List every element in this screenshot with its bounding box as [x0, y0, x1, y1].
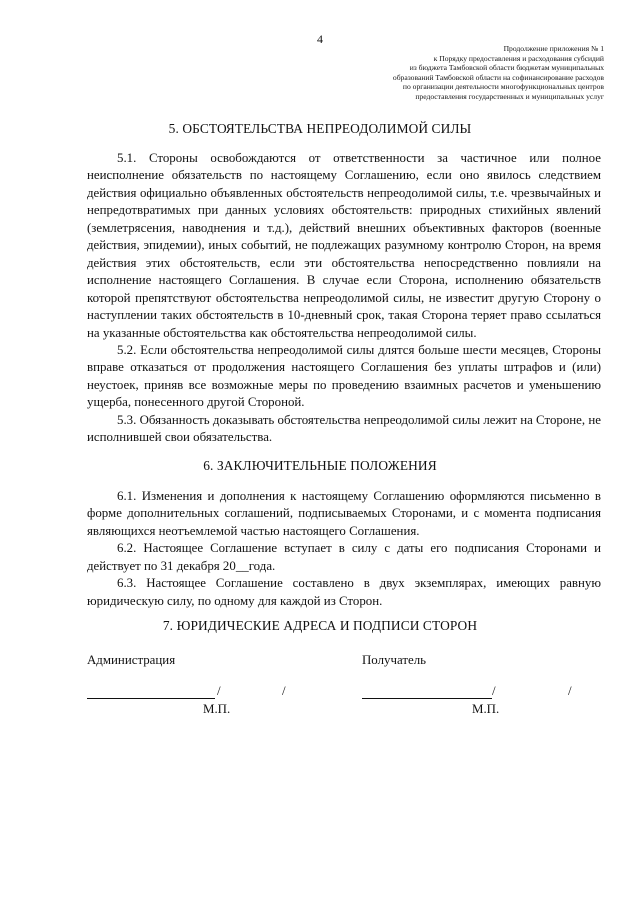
paragraph-6-2: 6.2. Настоящее Соглашение вступает в силу с даты его подписания Сторонами и действует по 31 декабря 20__года.	[87, 541, 601, 573]
section-5-title: 5. ОБСТОЯТЕЛЬСТВА НЕПРЕОДОЛИМОЙ СИЛЫ	[168, 121, 472, 136]
appendix-note-line: Продолжение приложения № 1	[503, 44, 604, 53]
section-6-body	[87, 488, 601, 610]
appendix-note-line: из бюджета Тамбовской области бюджетам муниципальных	[409, 63, 604, 73]
paragraph-5-2: 5.2. Если обстоятельства непреодолимой силы длятся больше шести месяцев, Стороны вправе отказаться от продолжения настоящего Соглашения без уплаты штрафов и (или) неустоек, приняв все возможные меры по проведению взаимных расчетов и уменьшению ущерба, понесенного другой Стороной.	[87, 342, 601, 410]
right-signature-blank[interactable]	[362, 686, 492, 699]
appendix-note-line: предоставления государственных и муниципальных услуг	[415, 91, 604, 101]
paragraph-6-1: 6.1. Изменения и дополнения к настоящему Соглашению оформляются письменно в форме дополнительных соглашений, подписываемых Сторонами, и с момента подписания являющихся неотъемлемой частью настоящего Соглашения.	[87, 489, 601, 538]
section-5-body	[87, 150, 601, 447]
paragraph-5-1: 5.1. Стороны освобождаются от ответственности за частичное или полное неисполнение обязательств по настоящему Соглашению, если оно явилось следствием действия официально объявленных обстоятельств непреодолимой силы, т.е. чрезвычайных и непредотвратимых при данных условиях обстоятельств: природных стихийных явлений (землетрясения, наводнения и т.д.), действий внешних объективных факторов (военные действия, эпидемии), иных событий, не подлежащих разумному контролю Сторон, на время действия этих обстоятельств, если эти обстоятельства непосредственно повлияли на исполнение настоящего Соглашения. В случае если Сторона, исполнению обязательств которой препятствуют обстоятельства непреодолимой силы, не известит другую Сторону о наступлении таких обстоятельств в 10-дневный срок, такая Сторона теряет право ссылаться на указанные обстоятельства как обстоятельства непреодолимой силы.	[87, 151, 601, 340]
right-party-label: Получатель	[362, 653, 426, 667]
paragraph-6-3: 6.3. Настоящее Соглашение составлено в двух экземплярах, имеющих равную юридическую силу, по одному для каждой из Сторон.	[87, 576, 601, 608]
left-seal-label: М.П.	[203, 702, 231, 716]
left-party-label: Администрация	[87, 653, 176, 667]
appendix-note	[304, 44, 604, 102]
right-signature-slash-1: /	[492, 684, 496, 698]
appendix-note-line: по организации деятельности многофункциональных центров	[402, 82, 604, 92]
paragraph-5-3: 5.3. Обязанность доказывать обстоятельства непреодолимой силы лежит на Стороне, не исполнившей свои обязательства.	[87, 412, 601, 445]
left-signature-slash-2: /	[282, 684, 286, 698]
page-number: 4	[317, 32, 323, 46]
section-7-title: 7. ЮРИДИЧЕСКИЕ АДРЕСА И ПОДПИСИ СТОРОН	[162, 618, 478, 633]
right-seal-label: М.П.	[472, 702, 500, 716]
left-signature-slash-1: /	[217, 684, 221, 698]
left-signature-line[interactable]	[87, 686, 215, 703]
appendix-note-line: образований Тамбовской области на софинансирование расходов	[392, 72, 604, 82]
left-signature-blank[interactable]	[87, 686, 215, 699]
right-signature-line[interactable]	[362, 686, 492, 703]
right-signature-slash-2: /	[568, 684, 572, 698]
appendix-note-line: к Порядку предоставления и расходования субсидий	[433, 53, 604, 63]
section-6-title: 6. ЗАКЛЮЧИТЕЛЬНЫЕ ПОЛОЖЕНИЯ	[203, 458, 437, 473]
